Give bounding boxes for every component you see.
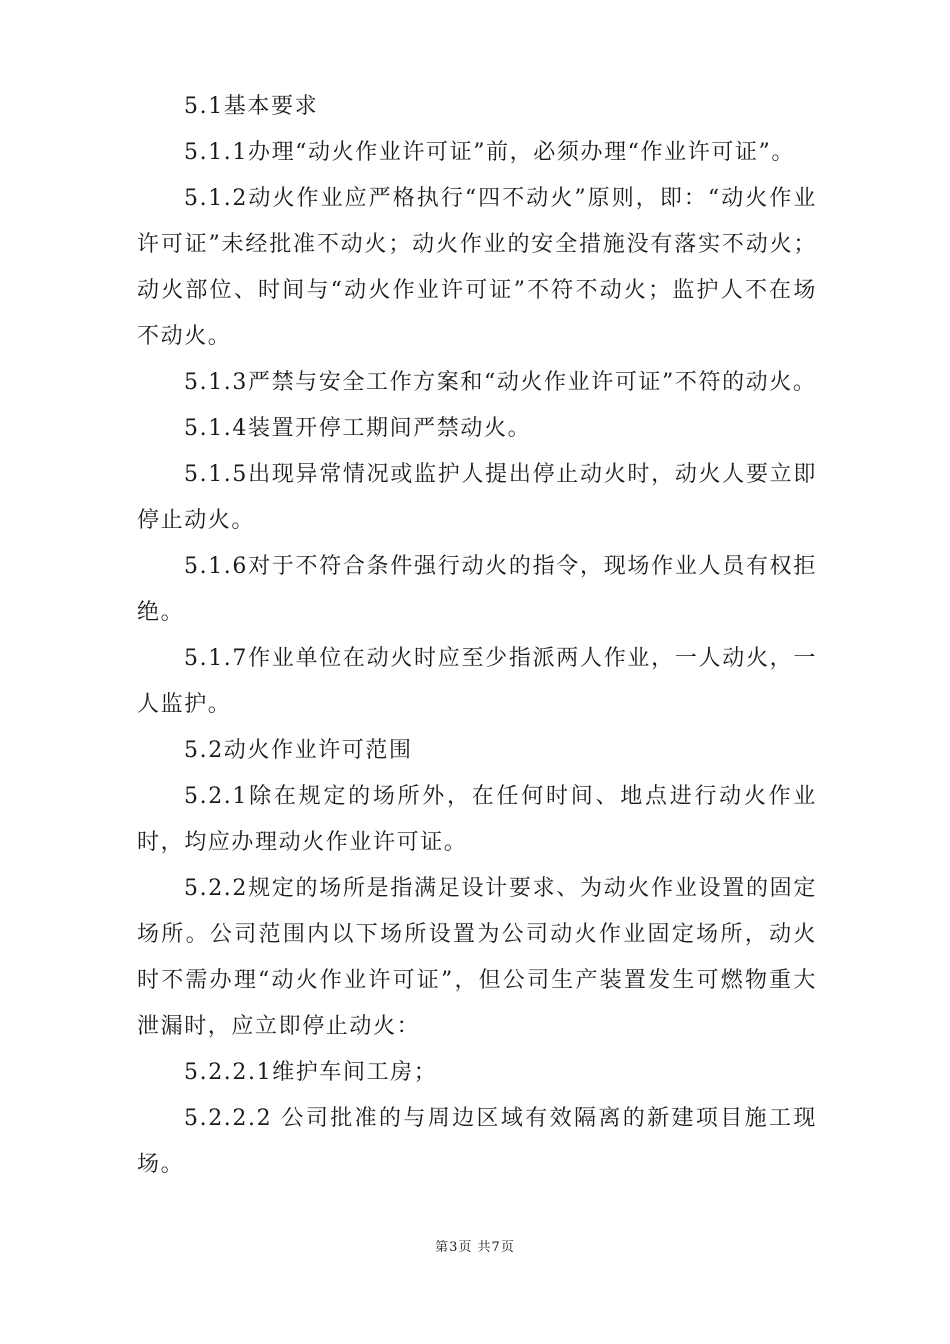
paragraph-5-2-2: 5.2.2规定的场所是指满足设计要求、为动火作业设置的固定场所。公司范围内以下场所设置为公司动火作业固定场所，动火时不需办理“动火作业许可证”，但公司生产装置发生可燃物重大泄漏时，应立即停止动火： <box>137 876 817 1039</box>
paragraph-5-1-2: 5.1.2动火作业应严格执行“四不动火”原则，即：“动火作业许可证”未经批准不动火；动火作业的安全措施没有落实不动火；动火部位、时间与“动火作业许可证”不符不动火；监护人不在场不动火。 <box>137 186 817 349</box>
paragraph-5-1-3: 5.1.3严禁与安全工作方案和“动火作业许可证”不符的动火。 <box>184 370 817 395</box>
paragraph-5-2-1: 5.2.1除在规定的场所外，在任何时间、地点进行动火作业时，均应办理动火作业许可证。 <box>137 784 817 855</box>
page-number-footer: 第3页 共7页 <box>435 1240 515 1255</box>
paragraph-5-2-2-2: 5.2.2.2 公司批准的与周边区域有效隔离的新建项目施工现场。 <box>137 1106 817 1177</box>
paragraph-5-1-4: 5.1.4装置开停工期间严禁动火。 <box>184 416 532 441</box>
paragraph-5-2-2-1: 5.2.2.1维护车间工房； <box>184 1060 438 1085</box>
section-heading-5-2: 5.2动火作业许可范围 <box>184 738 413 763</box>
paragraph-5-1-5: 5.1.5出现异常情况或监护人提出停止动火时，动火人要立即停止动火。 <box>137 462 817 533</box>
paragraph-5-1-1: 5.1.1办理“动火作业许可证”前，必须办理“作业许可证”。 <box>184 140 795 165</box>
paragraph-5-1-6: 5.1.6对于不符合条件强行动火的指令，现场作业人员有权拒绝。 <box>137 554 817 625</box>
document-body <box>137 84 817 1188</box>
paragraph-5-1-7: 5.1.7作业单位在动火时应至少指派两人作业，一人动火，一人监护。 <box>137 646 817 717</box>
section-heading-5-1: 5.1基本要求 <box>184 94 319 119</box>
